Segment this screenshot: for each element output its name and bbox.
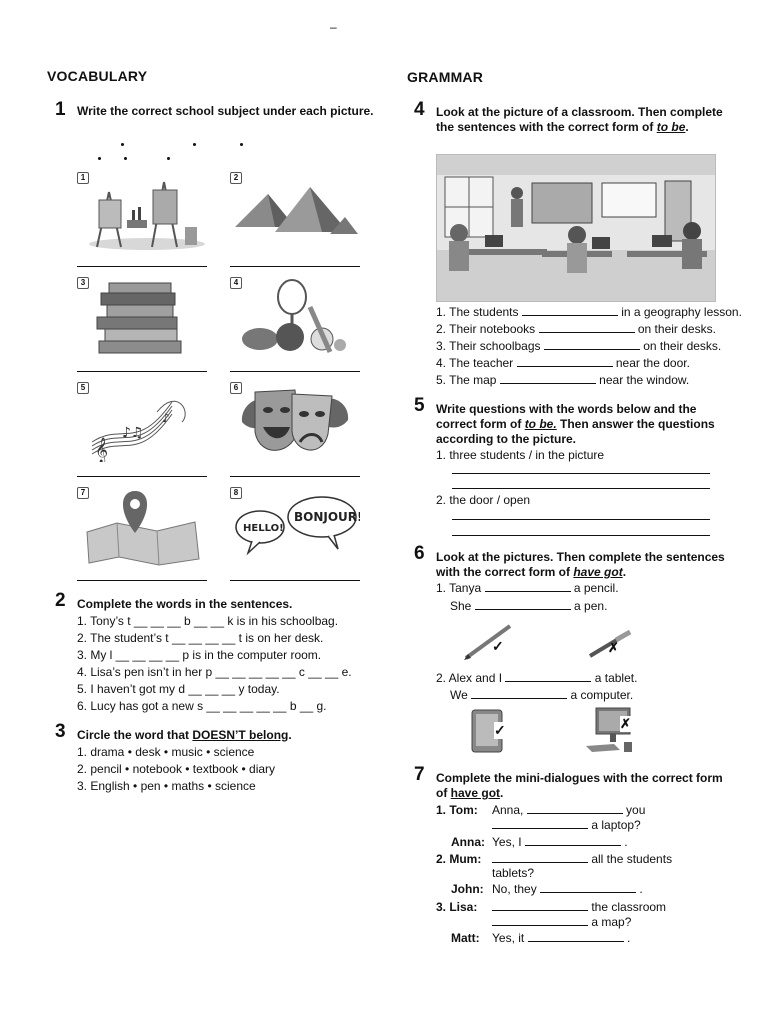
exercise-7-number: 7 xyxy=(414,764,425,785)
exercise-7-instruction: Complete the mini-dialogues with the correct form of have got. xyxy=(436,771,723,800)
answer-line[interactable] xyxy=(452,473,710,474)
speaker-mum: 2. Mum: xyxy=(436,852,482,866)
dialogue-line: Anna, you xyxy=(492,803,646,817)
exercise-5-number: 5 xyxy=(414,395,425,416)
blank[interactable] xyxy=(485,580,571,592)
blank[interactable] xyxy=(492,851,588,863)
keyword-have-got: have got xyxy=(573,565,623,579)
exercise-3-list xyxy=(77,744,275,795)
exercise-6-item: 2. Alex and I a tablet. xyxy=(436,671,638,685)
hello-bonjour-bubbles-icon xyxy=(230,487,360,567)
blank[interactable] xyxy=(527,802,623,814)
check-mark-icon: ✓ xyxy=(492,638,504,654)
picture-7 xyxy=(77,487,207,567)
exercise-2-item[interactable]: 4. Lisa’s pen isn’t in her p __ __ __ __ __ c __ __ e. xyxy=(77,665,352,679)
exercise-3-item[interactable]: 2. pencil • notebook • textbook • diary xyxy=(77,762,276,776)
dialogue-line: a laptop? xyxy=(492,817,641,834)
answer-line-8[interactable] xyxy=(230,580,360,581)
exercise-5-instruction: Write questions with the words below and the correct form of to be. Then answer the questions according to the picture. xyxy=(436,402,715,446)
map-pin-icon xyxy=(77,487,207,567)
picture-5 xyxy=(77,382,207,462)
blank[interactable] xyxy=(505,670,591,682)
dialogue-line: the classroom xyxy=(492,899,666,916)
exercise-6-instruction: Look at the pictures. Then complete the sentences with the correct form of have got. xyxy=(436,550,725,579)
svg-text:♪♫: ♪♫ xyxy=(122,425,144,441)
picture-6 xyxy=(230,382,360,462)
vocabulary-heading: VOCABULARY xyxy=(47,68,148,84)
sports-equipment-icon xyxy=(230,277,360,357)
exercise-3-number: 3 xyxy=(55,721,66,742)
exercise-6-item: She a pen. xyxy=(450,599,608,613)
answer-line-3[interactable] xyxy=(77,371,207,372)
speaker-lisa: 3. Lisa: xyxy=(436,900,478,914)
picture-3-number: 3 xyxy=(77,277,89,289)
exercise-3-item[interactable]: 3. English • pen • maths • science xyxy=(77,779,256,793)
picture-1 xyxy=(77,172,207,252)
exercise-4-item: 5. The map near the window. xyxy=(436,373,690,387)
keyword-to-be: to be xyxy=(656,120,686,134)
dialogue-line: Yes, it . xyxy=(492,931,631,945)
computer-picture xyxy=(586,706,634,754)
dialogue-line: Yes, I . xyxy=(492,835,628,849)
picture-1-number: 1 xyxy=(77,172,89,184)
exercise-2-list xyxy=(77,613,352,715)
speaker-john: John: xyxy=(451,882,484,896)
keyword-doesnt-belong: DOESN’T belong xyxy=(192,728,289,742)
exercise-4-item: 4. The teacher near the door. xyxy=(436,356,690,370)
blank[interactable] xyxy=(525,834,621,846)
answer-line[interactable] xyxy=(452,519,710,520)
blank[interactable] xyxy=(500,372,596,384)
pencil-picture xyxy=(462,622,518,662)
answer-line-6[interactable] xyxy=(230,476,360,477)
grammar-heading: GRAMMAR xyxy=(407,69,484,85)
exercise-4-item: 2. Their notebooks on their desks. xyxy=(436,322,716,336)
dialogue-line: all the students xyxy=(492,851,672,868)
exercise-4-item: 3. Their schoolbags on their desks. xyxy=(436,339,722,353)
exercise-6-item: We a computer. xyxy=(450,688,634,702)
picture-2 xyxy=(230,172,360,252)
picture-3 xyxy=(77,277,207,357)
picture-5-number: 5 xyxy=(77,382,89,394)
dialogue-line: No, they . xyxy=(492,882,643,896)
pyramids-icon xyxy=(230,172,360,252)
svg-text:BONJOUR!: BONJOUR! xyxy=(294,510,360,524)
exercise-4-instruction: Look at the picture of a classroom. Then complete the sentences with the correct form of to be. xyxy=(436,105,723,134)
speaker-anna: Anna: xyxy=(451,835,485,849)
keyword-to-be: to be. xyxy=(524,417,557,431)
speaker-matt: Matt: xyxy=(451,931,480,945)
dialogue-line: a map? xyxy=(492,914,631,931)
exercise-1-number: 1 xyxy=(55,99,66,120)
answer-line-4[interactable] xyxy=(230,371,360,372)
answer-line-5[interactable] xyxy=(77,476,207,477)
keyword-have-got: have got xyxy=(450,786,501,800)
theatre-masks-icon xyxy=(230,382,360,462)
svg-text:♪: ♪ xyxy=(162,411,170,425)
exercise-6-number: 6 xyxy=(414,543,425,564)
answer-line-7[interactable] xyxy=(77,580,207,581)
exercise-2-number: 2 xyxy=(55,590,66,611)
answer-line-1[interactable] xyxy=(77,266,207,267)
exercise-1-instruction: Write the correct school subject under each picture. xyxy=(77,104,374,118)
exercise-3-item[interactable]: 1. drama • desk • music • science xyxy=(77,745,255,759)
blank[interactable] xyxy=(528,930,624,942)
blank[interactable] xyxy=(517,355,613,367)
picture-4 xyxy=(230,277,360,357)
top-mark: – xyxy=(330,20,337,34)
art-easels-icon xyxy=(77,172,207,252)
cross-mark-icon: ✗ xyxy=(608,640,619,655)
blank[interactable] xyxy=(540,881,636,893)
tablet-picture xyxy=(470,708,510,754)
exercise-2-item[interactable]: 6. Lucy has got a new s __ __ __ __ __ b __ g. xyxy=(77,699,327,713)
blank[interactable] xyxy=(539,321,635,333)
books-stack-icon xyxy=(77,277,207,357)
pen-picture xyxy=(586,624,636,660)
exercise-4-item: 1. The students in a geography lesson. xyxy=(436,305,742,319)
picture-6-number: 6 xyxy=(230,382,242,394)
exercise-5-item: 2. the door / open xyxy=(436,493,531,507)
answer-line-2[interactable] xyxy=(230,266,360,267)
exercise-2-item[interactable]: 2. The student’s t __ __ __ __ t is on her desk. xyxy=(77,631,324,645)
exercise-4-number: 4 xyxy=(414,99,425,120)
exercise-2-item[interactable]: 5. I haven’t got my d __ __ __ y today. xyxy=(77,682,280,696)
picture-4-number: 4 xyxy=(230,277,242,289)
picture-7-number: 7 xyxy=(77,487,89,499)
answer-line[interactable] xyxy=(452,488,710,489)
exercise-2-item[interactable]: 1. Tony’s t __ __ __ b __ __ k is in his schoolbag. xyxy=(77,614,339,628)
answer-line[interactable] xyxy=(452,535,710,536)
classroom-picture xyxy=(436,154,716,302)
blank[interactable] xyxy=(471,687,567,699)
svg-text:𝄞: 𝄞 xyxy=(95,438,109,462)
blank[interactable] xyxy=(492,899,588,911)
exercise-3-instruction: Circle the word that DOESN’T belong. xyxy=(77,728,292,742)
exercise-2-instruction: Complete the words in the sentences. xyxy=(77,597,293,611)
blank[interactable] xyxy=(492,914,588,926)
cross-mark-icon: ✗ xyxy=(620,716,631,731)
exercise-2-item[interactable]: 3. My l __ __ __ __ p is in the computer room. xyxy=(77,648,322,662)
pencil-icon xyxy=(462,622,518,662)
blank[interactable] xyxy=(492,817,588,829)
blank[interactable] xyxy=(522,304,618,316)
svg-text:HELLO!: HELLO! xyxy=(243,523,284,534)
picture-2-number: 2 xyxy=(230,172,242,184)
dialogue-line: tablets? xyxy=(492,866,535,880)
exercise-4-list xyxy=(436,304,742,389)
picture-8-number: 8 xyxy=(230,487,242,499)
classroom-scene-icon xyxy=(437,155,715,301)
blank[interactable] xyxy=(544,338,640,350)
exercise-6-item: 1. Tanya a pencil. xyxy=(436,581,619,595)
picture-8 xyxy=(230,487,360,567)
exercise-5-item: 1. three students / in the picture xyxy=(436,448,605,462)
speaker-tom: 1. Tom: xyxy=(436,803,478,817)
blank[interactable] xyxy=(475,598,571,610)
music-notes-icon xyxy=(77,382,207,462)
check-mark-icon: ✓ xyxy=(494,722,506,738)
